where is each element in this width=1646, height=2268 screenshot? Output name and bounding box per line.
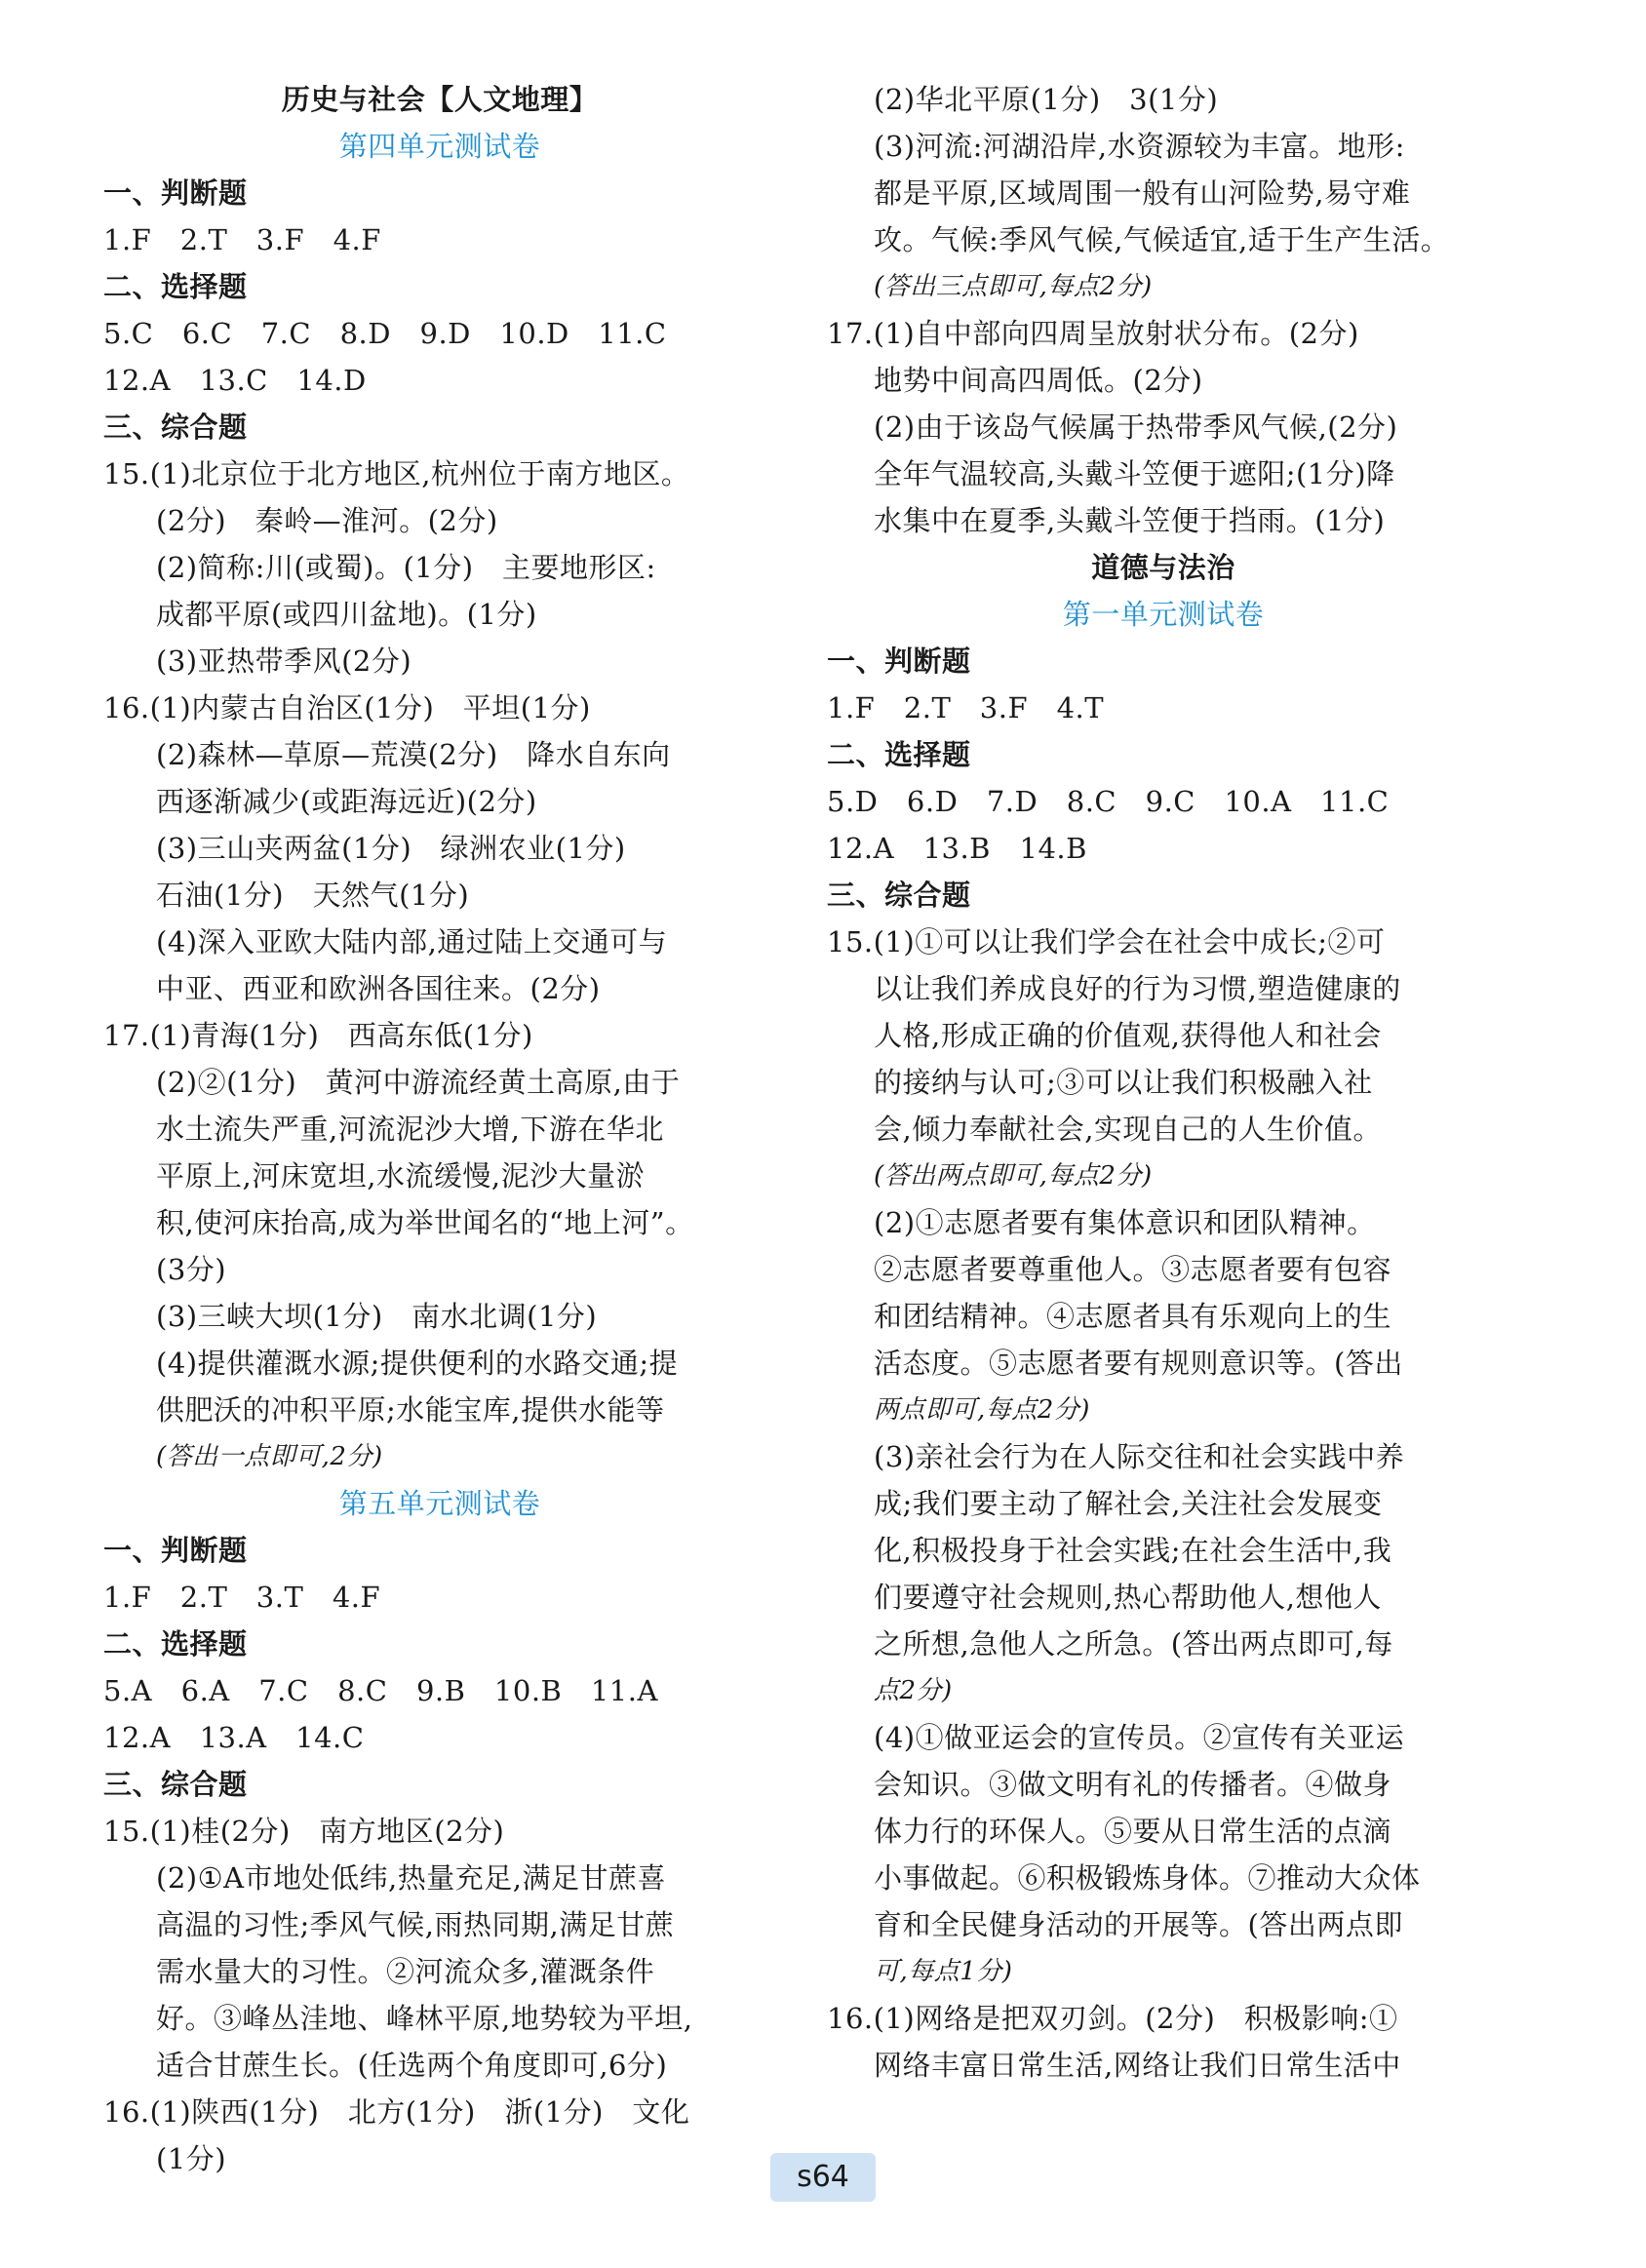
text-line: 育和全民健身活动的开展等。(答出两点即 bbox=[874, 1908, 1403, 1941]
text-line: 15.(1)①可以让我们学会在社会中成长;②可 bbox=[827, 925, 1386, 958]
text-line: (3)亚热带季风(2分) bbox=[156, 645, 412, 678]
text-line: 们要遵守社会规则,热心帮助他人,想他人 bbox=[874, 1581, 1382, 1614]
unit-heading: 第一单元测试卷 bbox=[1062, 598, 1265, 631]
section-heading: 三、综合题 bbox=[103, 1768, 248, 1801]
text-line: 成;我们要主动了解社会,关注社会发展变 bbox=[874, 1487, 1383, 1520]
text-line: (答出三点即可,每点2分) bbox=[874, 272, 1153, 301]
left-column bbox=[103, 76, 776, 2182]
text-line: 15.(1)桂(2分) 南方地区(2分) bbox=[103, 1815, 505, 1848]
text-line: (答出两点即可,每点2分) bbox=[874, 1161, 1153, 1191]
text-line: (2)森林—草原—荒漠(2分) 降水自东向 bbox=[156, 738, 671, 771]
text-line: 水土流失严重,河流泥沙大增,下游在华北 bbox=[156, 1113, 664, 1146]
text-line: 体力行的环保人。⑤要从日常生活的点滴 bbox=[874, 1815, 1392, 1848]
section-heading: 一、判断题 bbox=[827, 645, 971, 678]
text-line: ②志愿者要尊重他人。③志愿者要有包容 bbox=[874, 1253, 1392, 1286]
text-line: 的接纳与认可;③可以让我们积极融入社 bbox=[874, 1066, 1373, 1099]
text-line: 需水量大的习性。②河流众多,灌溉条件 bbox=[156, 1955, 655, 1988]
text-line: 15.(1)北京位于北方地区,杭州位于南方地区。 bbox=[103, 457, 690, 490]
text-line: (4)①做亚运会的宣传员。②宣传有关亚运 bbox=[874, 1721, 1405, 1754]
text-line: (4)深入亚欧大陆内部,通过陆上交通可与 bbox=[156, 925, 668, 958]
text-line: (2)简称:川(或蜀)。(1分) 主要地形区: bbox=[156, 551, 656, 584]
text-line: 中亚、西亚和欧洲各国往来。(2分) bbox=[156, 972, 601, 1005]
text-line: 可,每点1分) bbox=[874, 1957, 1013, 1986]
text-line: 12.A 13.C 14.D bbox=[103, 364, 367, 397]
section-heading: 三、综合题 bbox=[827, 879, 971, 912]
text-line: (2分) 秦岭—淮河。(2分) bbox=[156, 504, 498, 537]
text-line: 供肥沃的冲积平原;水能宝库,提供水能等 bbox=[156, 1393, 665, 1427]
text-line: (3)三峡大坝(1分) 南水北调(1分) bbox=[156, 1300, 598, 1333]
unit-heading: 第四单元测试卷 bbox=[338, 130, 541, 163]
text-line: (4)提供灌溉水源;提供便利的水路交通;提 bbox=[156, 1347, 679, 1380]
text-line: (2)华北平原(1分) 3(1分) bbox=[874, 83, 1219, 116]
text-line: 16.(1)网络是把双刃剑。(2分) 积极影响:① bbox=[827, 2002, 1398, 2035]
text-line: 成都平原(或四川盆地)。(1分) bbox=[156, 598, 537, 631]
text-line: 以让我们养成良好的行为习惯,塑造健康的 bbox=[874, 972, 1401, 1005]
text-line: (答出一点即可,2分) bbox=[156, 1442, 383, 1471]
section-heading: 三、综合题 bbox=[103, 411, 248, 444]
text-line: (2)①志愿者要有集体意识和团队精神。 bbox=[874, 1206, 1376, 1239]
text-line: 17.(1)青海(1分) 西高东低(1分) bbox=[103, 1019, 533, 1052]
text-line: 小事做起。⑥积极锻炼身体。⑦推动大众体 bbox=[874, 1861, 1421, 1895]
text-line: 平原上,河床宽坦,水流缓慢,泥沙大量淤 bbox=[156, 1159, 646, 1193]
text-line: 好。③峰丛洼地、峰林平原,地势较为平坦, bbox=[156, 2002, 693, 2035]
text-line: 地势中间高四周低。(2分) bbox=[874, 364, 1203, 397]
text-line: 人格,形成正确的价值观,获得他人和社会 bbox=[874, 1019, 1382, 1052]
text-line: 西逐渐减少(或距海远近)(2分) bbox=[156, 785, 537, 818]
text-line: 全年气温较高,头戴斗笠便于遮阳;(1分)降 bbox=[874, 457, 1395, 490]
section-heading: 二、选择题 bbox=[103, 1627, 248, 1661]
text-line: 高温的习性;季风气候,雨热同期,满足甘蔗 bbox=[156, 1908, 675, 1941]
right-column bbox=[827, 76, 1500, 2089]
text-line: (2)由于该岛气候属于热带季风气候,(2分) bbox=[874, 411, 1398, 444]
text-line: (3分) bbox=[156, 1253, 227, 1286]
text-line: 会,倾力奉献社会,实现自己的人生价值。 bbox=[874, 1113, 1382, 1146]
section-heading: 二、选择题 bbox=[103, 270, 248, 303]
text-line: 1.F 2.T 3.T 4.F bbox=[103, 1581, 381, 1614]
text-line: 水集中在夏季,头戴斗笠便于挡雨。(1分) bbox=[874, 504, 1386, 537]
text-line: (1分) bbox=[156, 2142, 227, 2175]
text-line: 16.(1)内蒙古自治区(1分) 平坦(1分) bbox=[103, 691, 591, 724]
text-line: 5.C 6.C 7.C 8.D 9.D 10.D 11.C bbox=[103, 317, 667, 350]
text-line: 点2分) bbox=[874, 1676, 953, 1705]
text-line: (2)②(1分) 黄河中游流经黄土高原,由于 bbox=[156, 1066, 681, 1099]
text-line: 石油(1分) 天然气(1分) bbox=[156, 879, 470, 912]
section-heading: 二、选择题 bbox=[827, 738, 971, 771]
text-line: 5.A 6.A 7.C 8.C 9.B 10.B 11.A bbox=[103, 1674, 658, 1707]
text-line: 网络丰富日常生活,网络让我们日常生活中 bbox=[874, 2049, 1401, 2082]
text-line: (3)亲社会行为在人际交往和社会实践中养 bbox=[874, 1440, 1405, 1473]
section-heading: 一、判断题 bbox=[103, 176, 248, 210]
subject-title: 道德与法治 bbox=[1091, 551, 1235, 584]
unit-heading: 第五单元测试卷 bbox=[338, 1487, 541, 1520]
text-line: 12.A 13.B 14.B bbox=[827, 832, 1087, 865]
text-line: 都是平原,区域周围一般有山河险势,易守难 bbox=[874, 176, 1411, 210]
text-line: 积,使河床抬高,成为举世闻名的“地上河”。 bbox=[156, 1206, 694, 1239]
page-number: s64 bbox=[770, 2153, 876, 2202]
text-line: (3)河流:河湖沿岸,水资源较为丰富。地形: bbox=[874, 130, 1405, 163]
text-line: 5.D 6.D 7.D 8.C 9.C 10.A 11.C bbox=[827, 785, 1390, 818]
text-line: 化,积极投身于社会实践;在社会生活中,我 bbox=[874, 1534, 1392, 1567]
text-line: (2)①A市地处低纬,热量充足,满足甘蔗喜 bbox=[156, 1861, 666, 1895]
text-line: 12.A 13.A 14.C bbox=[103, 1721, 365, 1754]
text-line: 之所想,急他人之所急。(答出两点即可,每 bbox=[874, 1627, 1393, 1661]
section-heading: 一、判断题 bbox=[103, 1534, 248, 1567]
text-line: 会知识。③做文明有礼的传播者。④做身 bbox=[874, 1768, 1392, 1801]
text-line: 两点即可,每点2分) bbox=[874, 1395, 1090, 1425]
text-line: (3)三山夹两盆(1分) 绿洲农业(1分) bbox=[156, 832, 626, 865]
text-line: 1.F 2.T 3.F 4.T bbox=[827, 691, 1105, 724]
subject-title: 历史与社会【人文地理】 bbox=[281, 83, 599, 116]
text-line: 16.(1)陕西(1分) 北方(1分) 浙(1分) 文化 bbox=[103, 2095, 690, 2129]
text-line: 活态度。⑤志愿者要有规则意识等。(答出 bbox=[874, 1347, 1403, 1380]
text-line: 适合甘蔗生长。(任选两个角度即可,6分) bbox=[156, 2049, 668, 2082]
text-line: 1.F 2.T 3.F 4.F bbox=[103, 223, 381, 256]
text-line: 17.(1)自中部向四周呈放射状分布。(2分) bbox=[827, 317, 1359, 350]
text-line: 和团结精神。④志愿者具有乐观向上的生 bbox=[874, 1300, 1392, 1333]
text-line: 攻。气候:季风气候,气候适宜,适于生产生活。 bbox=[874, 223, 1450, 256]
